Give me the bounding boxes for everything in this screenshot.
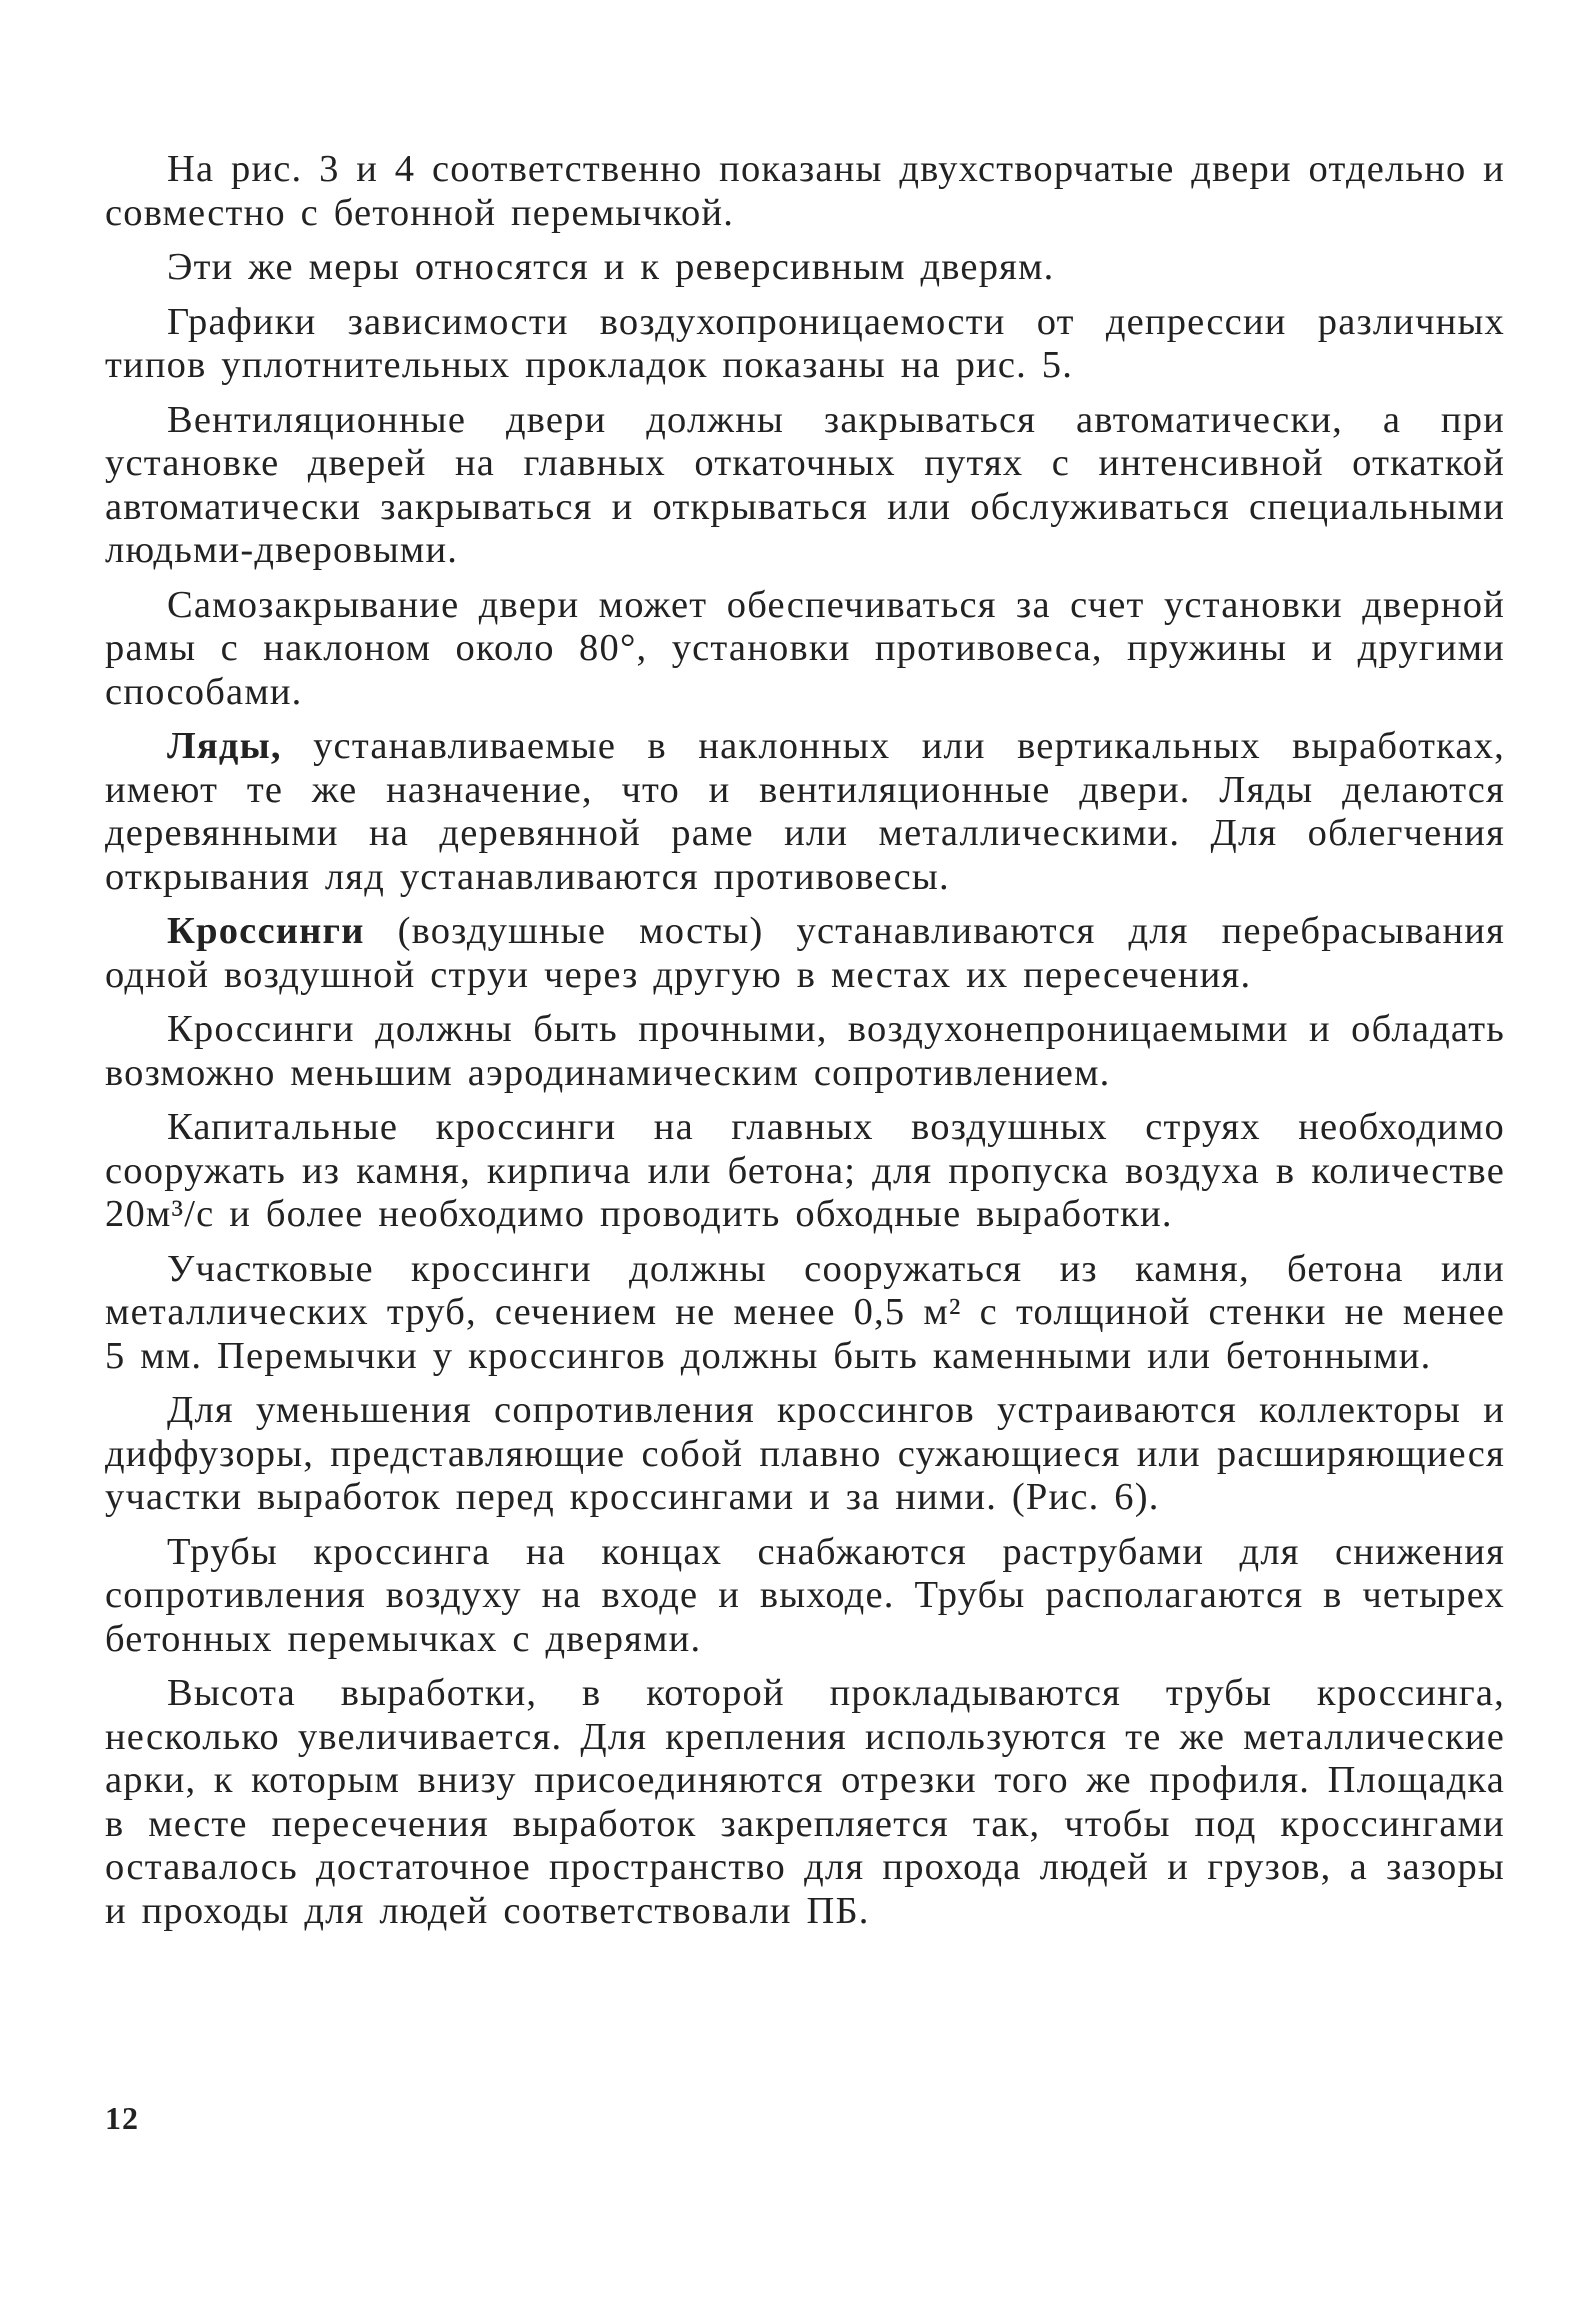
term-lyady: Ляды, xyxy=(167,725,282,767)
paragraph-7 xyxy=(105,910,1505,997)
paragraph-13 xyxy=(105,1672,1505,1933)
term-krossingi: Кроссинги xyxy=(167,910,365,952)
paragraph-6 xyxy=(105,725,1505,899)
paragraph-text: Участковые кроссинги должны сооружаться из камня, бетона или металлических труб, сечением не менее 0,5 м² с толщиной стенки не менее 5 мм. Перемычки у кроссингов должны быть каменными или бетонными. xyxy=(105,1247,1505,1377)
paragraph-2 xyxy=(105,246,1505,290)
paragraph-text: Вентиляционные двери должны закрываться автоматически, а при установке дверей на главных откаточных путях с интенсивной откаткой автоматически закрываться и открываться или обслуживаться специальными людьми-дверовыми. xyxy=(105,398,1505,571)
paragraph-12 xyxy=(105,1531,1505,1662)
paragraph-4 xyxy=(105,399,1505,573)
paragraph-text: На рис. 3 и 4 соответственно показаны двухстворчатые двери отдельно и совместно с бетонной перемычкой. xyxy=(105,148,1505,234)
paragraph-9 xyxy=(105,1106,1505,1237)
paragraph-5 xyxy=(105,584,1505,715)
paragraph-1 xyxy=(105,148,1505,235)
paragraph-text: Трубы кроссинга на концах снабжаются раструбами для снижения сопротивления воздуху на входе и выходе. Трубы располагаются в четырех бетонных перемычках с дверями. xyxy=(105,1530,1505,1660)
paragraph-text: Графики зависимости воздухопроницаемости от депрессии различных типов уплотнительных прокладок показаны на рис. 5. xyxy=(105,300,1505,386)
paragraph-text: Эти же меры относятся и к реверсивным дверям. xyxy=(167,246,1055,288)
paragraph-text: Для уменьшения сопротивления кроссингов устраиваются коллекторы и диффузоры, представляющие собой плавно сужающиеся или расширяющиеся участки выработок перед кроссингами и за ними. (Рис. 6). xyxy=(105,1389,1505,1518)
paragraph-text: Самозакрывание двери может обеспечиваться за счет установки дверной рамы с наклоном около 80°, установки противовеса, пружины и другими способами. xyxy=(105,583,1505,713)
paragraph-text: Капитальные кроссинги на главных воздушных струях необходимо сооружать из камня, кирпича или бетона; для пропуска воздуха в количестве 20м³/с и более необходимо проводить обходные выработки. xyxy=(105,1106,1505,1235)
paragraph-text: устанавливаемые в наклонных или вертикальных выработках, имеют те же назначение, что и вентиляционные двери. Ляды делаются деревянными на деревянной раме или металлическими. Для облегчения открывания ляд устанавливаются противовесы. xyxy=(105,725,1505,898)
paragraph-text: (воздушные мосты) устанавливаются для перебрасывания одной воздушной струи через другую в местах их пересечения. xyxy=(105,910,1505,996)
paragraph-text: Высота выработки, в которой прокладываются трубы кроссинга, несколько увеличивается. Для крепления используются те же металлические арки, к которым внизу присоединяются отрезки того же профиля. Площадка в месте пересечения выработок закрепляется так, чтобы под кроссингами оставалось достаточное пространство для прохода людей и грузов, а зазоры и проходы для людей соответствовали ПБ. xyxy=(105,1672,1505,1932)
paragraph-8 xyxy=(105,1008,1505,1095)
body-text xyxy=(105,148,1505,1944)
paragraph-text: Кроссинги должны быть прочными, воздухонепроницаемыми и обладать возможно меньшим аэродинамическим сопротивлением. xyxy=(105,1008,1505,1094)
paragraph-10 xyxy=(105,1248,1505,1379)
paragraph-11 xyxy=(105,1389,1505,1520)
paragraph-3 xyxy=(105,301,1505,388)
page-number: 12 xyxy=(105,2100,139,2136)
